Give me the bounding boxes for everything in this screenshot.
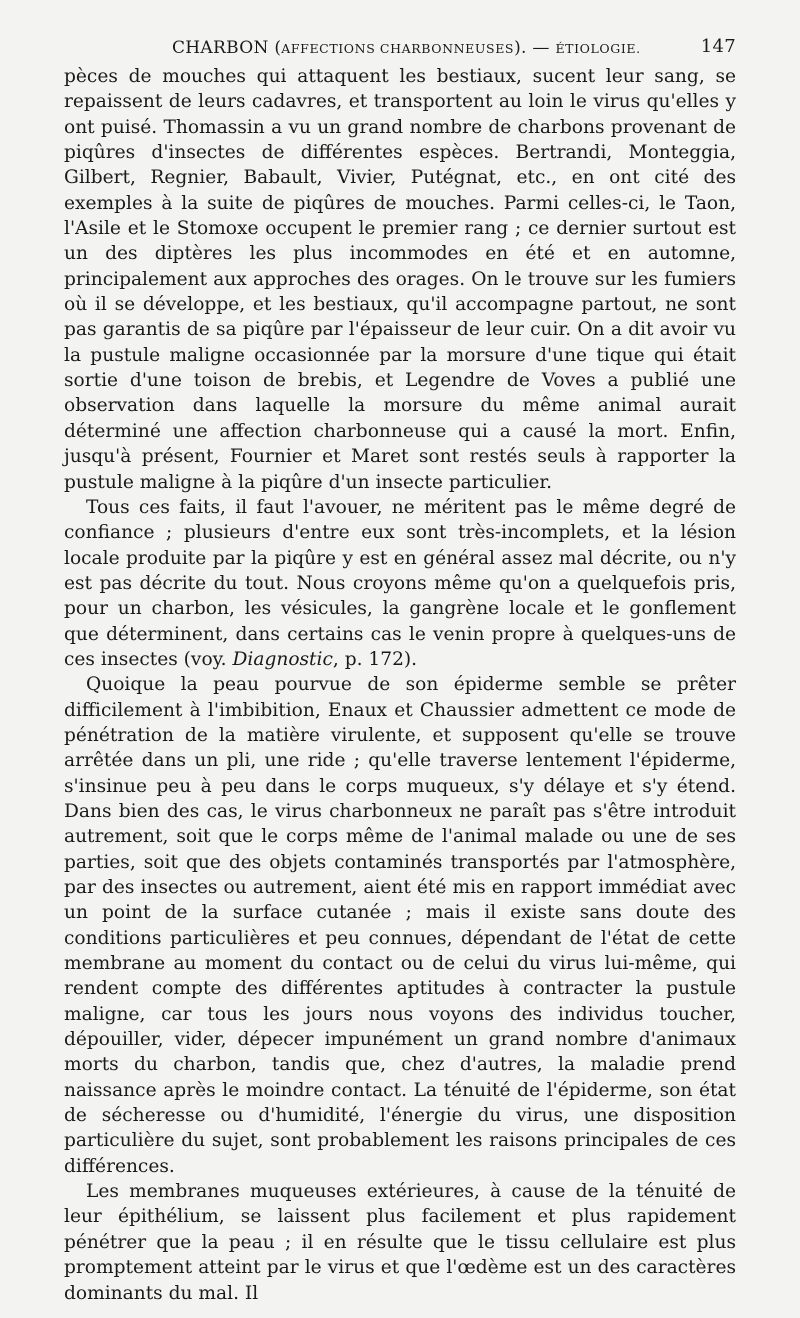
running-header [64,30,736,64]
paragraph-3 [64,672,736,1179]
paragraph-2 [64,495,736,672]
title-subtitle: AFFECTIONS CHARBONNEUSES [281,41,515,56]
title-separator: ). — [514,38,556,58]
paragraph-2-italic: Diagnostic [232,648,333,670]
paragraph-2-text-after: , p. 172). [332,648,418,670]
paragraph-1-text: pèces de mouches qui attaquent les bestiaux, sucent leur sang, se repaissent de leurs cadavres, et transportent au loin le virus qu'elles y ont puisé. Thomassin a vu un grand nombre de charbons provenant de piqûres d'insectes de différentes espèces. Bertrandi, Monteggia, Gilbert, Regnier, Babault, Vivier, Putégnat, etc., en ont cité des exemples à la suite de piqûres de mouches. Parmi celles-ci, le Taon, l'Asile et le Stomoxe occupent le premier rang ; ce dernier surtout est un des diptères les plus incommodes en été et en automne, principalement aux approches des orages. On le trouve sur les fumiers où il se développe, et les bestiaux, qu'il accompagne partout, ne sont pas garantis de sa piqûre par l'épaisseur de leur cuir. On a dit avoir vu la pustule maligne occasionnée par la morsure d'une tique qui était sortie d'une toison de brebis, et Legendre de Voves a publié une observation dans laquelle la morsure du même animal aurait déterminé une affection charbonneuse qui a causé la mort. Enfin, jusqu'à présent, Fournier et Maret sont restés seuls à rapporter la pustule maligne à la piqûre d'un insecte particulier. [64,66,736,493]
section-title: ÉTIOLOGIE. [555,41,641,56]
title-main: CHARBON ( [172,38,282,58]
running-title [172,38,641,58]
paragraph-2-text: Tous ces faits, il faut l'avouer, ne méritent pas le même degré de confiance ; plusieurs d'entre eux sont très-incomplets, et la lésion locale produite par la piqûre y est en général assez mal décrite, ou n'y est pas décrite du tout. Nous croyons même qu'on a quelquefois pris, pour un charbon, les vésicules, la gangrène locale et le gonflement que déterminent, dans certains cas le venin propre à quelques-uns de ces insectes (voy. [64,496,736,670]
body-text [64,64,736,1306]
paragraph-3-text: Quoique la peau pourvue de son épiderme semble se prêter difficilement à l'imbibition, Enaux et Chaussier admettent ce mode de pénétration de la matière virulente, et supposent qu'elle se trouve arrêtée dans un pli, une ride ; qu'elle traverse lentement l'épiderme, s'insinue peu à peu dans le corps muqueux, s'y délaye et s'y étend. Dans bien des cas, le virus charbonneux ne paraît pas s'être introduit autrement, soit que le corps même de l'animal malade ou une de ses parties, soit que des objets contaminés transportés par l'atmosphère, par des insectes ou autrement, aient été mis en rapport immédiat avec un point de la surface cutanée ; mais il existe sans doute des conditions particulières et peu connues, dépendant de l'état de cette membrane au moment du contact ou de celui du virus lui-même, qui rendent compte des différentes aptitudes à contracter la pustule maligne, car tous les jours nous voyons des individus toucher, dépouiller, vider, dépecer impunément un grand nombre d'animaux morts du charbon, tandis que, chez d'autres, la maladie prend naissance après le moindre contact. La ténuité de l'épiderme, son état de sécheresse ou d'humidité, l'énergie du virus, une disposition particulière du sujet, sont probablement les raisons principales de ces différences. [64,674,736,1177]
page-number: 147 [700,36,736,57]
paragraph-1 [64,64,736,495]
paragraph-4 [64,1179,736,1306]
paragraph-4-text: Les membranes muqueuses extérieures, à cause de la ténuité de leur épithélium, se laissent plus facilement et plus rapidement pénétrer que la peau ; il en résulte que le tissu cellulaire est plus promptement atteint par le virus et que l'œdème est un des caractères dominants du mal. Il [64,1181,736,1304]
